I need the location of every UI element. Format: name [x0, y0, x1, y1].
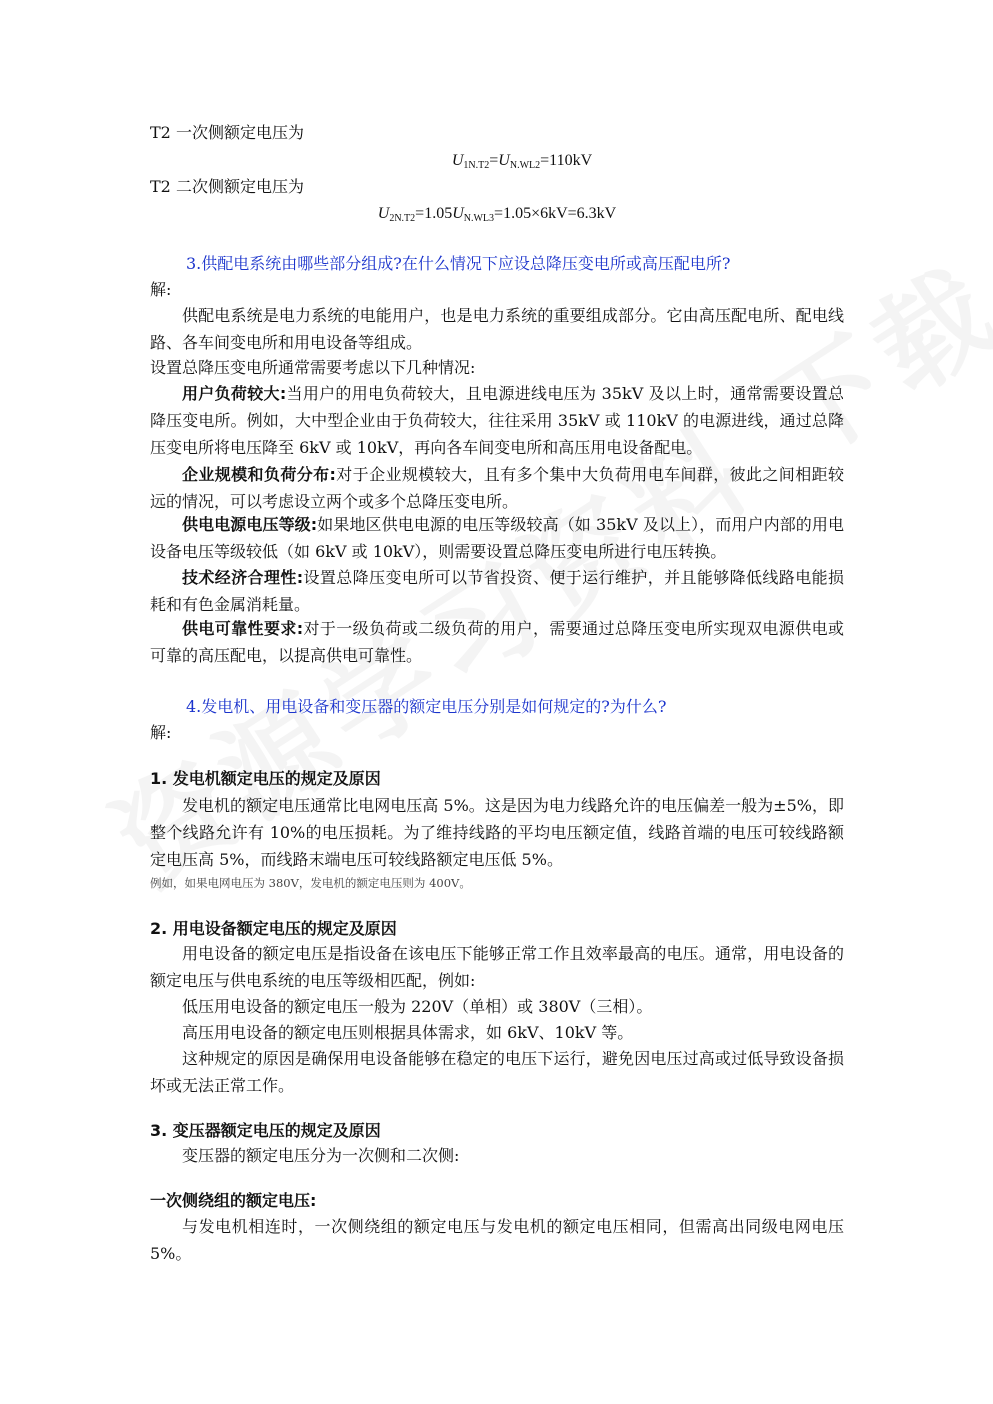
question-4: 4.发电机、用电设备和变压器的额定电压分别是如何规定的?为什么?: [186, 697, 667, 716]
section-3-title: 3. 变压器额定电压的规定及原因: [150, 1121, 381, 1140]
q3-intro: 供配电系统是电力系统的电能用户，也是电力系统的重要组成部分。它由高压配电所、配电线路、各车间变电所和用电设备等组成。: [150, 306, 844, 352]
answer-label-4: 解:: [150, 723, 172, 742]
q3-item-3: 供电电源电压等级:如果地区供电电源的电压等级较高（如 35kV 及以上），而用户内部的用电设备电压等级较低（如 6kV 或 10kV），则需要设置总降压变电所进行电压转换。: [150, 515, 844, 561]
section-2-p1: 用电设备的额定电压是指设备在该电压下能够正常工作且效率最高的电压。通常，用电设备的额定电压与供电系统的电压等级相匹配，例如:: [150, 944, 844, 990]
q3-item-5: 供电可靠性要求:对于一级负荷或二级负荷的用户，需要通过总降压变电所实现双电源供电或可靠的高压配电，以提高供电可靠性。: [150, 619, 844, 665]
question-3: 3.供配电系统由哪些部分组成?在什么情况下应设总降压变电所或高压配电所?: [186, 254, 731, 273]
q3-item-1: 用户负荷较大:当用户的用电负荷较大，且电源进线电压为 35kV 及以上时，通常需要设置总降压变电所。例如，大中型企业由于负荷较大，往往采用 35kV 或 110kV 的电源进线，通过总降压变电所将电压降至 6kV 或 10kV，再向各车间变电所和高压用电设备配电。: [150, 384, 844, 457]
section-2-p2: 低压用电设备的额定电压一般为 220V（单相）或 380V（三相）。: [182, 997, 653, 1016]
section-2-p3: 高压用电设备的额定电压则根据具体需求，如 6kV、10kV 等。: [182, 1023, 634, 1042]
section-3-subtext: 与发电机相连时，一次侧绕组的额定电压与发电机的额定电压相同，但需高出同级电网电压 5%。: [150, 1217, 844, 1263]
t2-primary-label: T2 一次侧额定电压为: [150, 123, 304, 142]
equation-1: $U_{1N.T2}=U_{N.WL2}=110kV$: [451, 152, 593, 171]
section-1-title: 1. 发电机额定电压的规定及原因: [150, 769, 381, 788]
t2-secondary-label: T2 二次侧额定电压为: [150, 177, 304, 196]
q3-item-2: 企业规模和负荷分布:对于企业规模较大，且有多个集中大负荷用电车间群，彼此之间相距较远的情况，可以考虑设立两个或多个总降压变电所。: [150, 465, 844, 511]
section-2-title: 2. 用电设备额定电压的规定及原因: [150, 919, 397, 938]
section-2-p4: 这种规定的原因是确保用电设备能够在稳定的电压下运行，避免因电压过高或过低导致设备损坏或无法正常工作。: [150, 1049, 844, 1095]
section-1-text: 发电机的额定电压通常比电网电压高 5%。这是因为电力线路允许的电压偏差一般为±5%，即整个线路允许有 10%的电压损耗。为了维持线路的平均电压额定值，线路首端的电压可较线路额定电压高 5%，而线路末端电压可较线路额定电压低 5%。: [150, 796, 844, 869]
equation-2: $U_{2N.T2}=1.05U_{N.WL3}=1.05\times 6kV=6.3kV$: [377, 205, 617, 224]
section-3-text: 变压器的额定电压分为一次侧和二次侧:: [182, 1146, 460, 1165]
q3-item-4: 技术经济合理性:设置总降压变电所可以节省投资、便于运行维护，并且能够降低线路电能损耗和有色金属消耗量。: [150, 568, 844, 614]
section-3-subtitle: 一次侧绕组的额定电压:: [150, 1191, 317, 1210]
answer-label-3: 解:: [150, 280, 172, 299]
section-1-note: 例如，如果电网电压为 380V，发电机的额定电压则为 400V。: [150, 876, 471, 890]
q3-lead: 设置总降压变电所通常需要考虑以下几种情况:: [150, 358, 476, 377]
